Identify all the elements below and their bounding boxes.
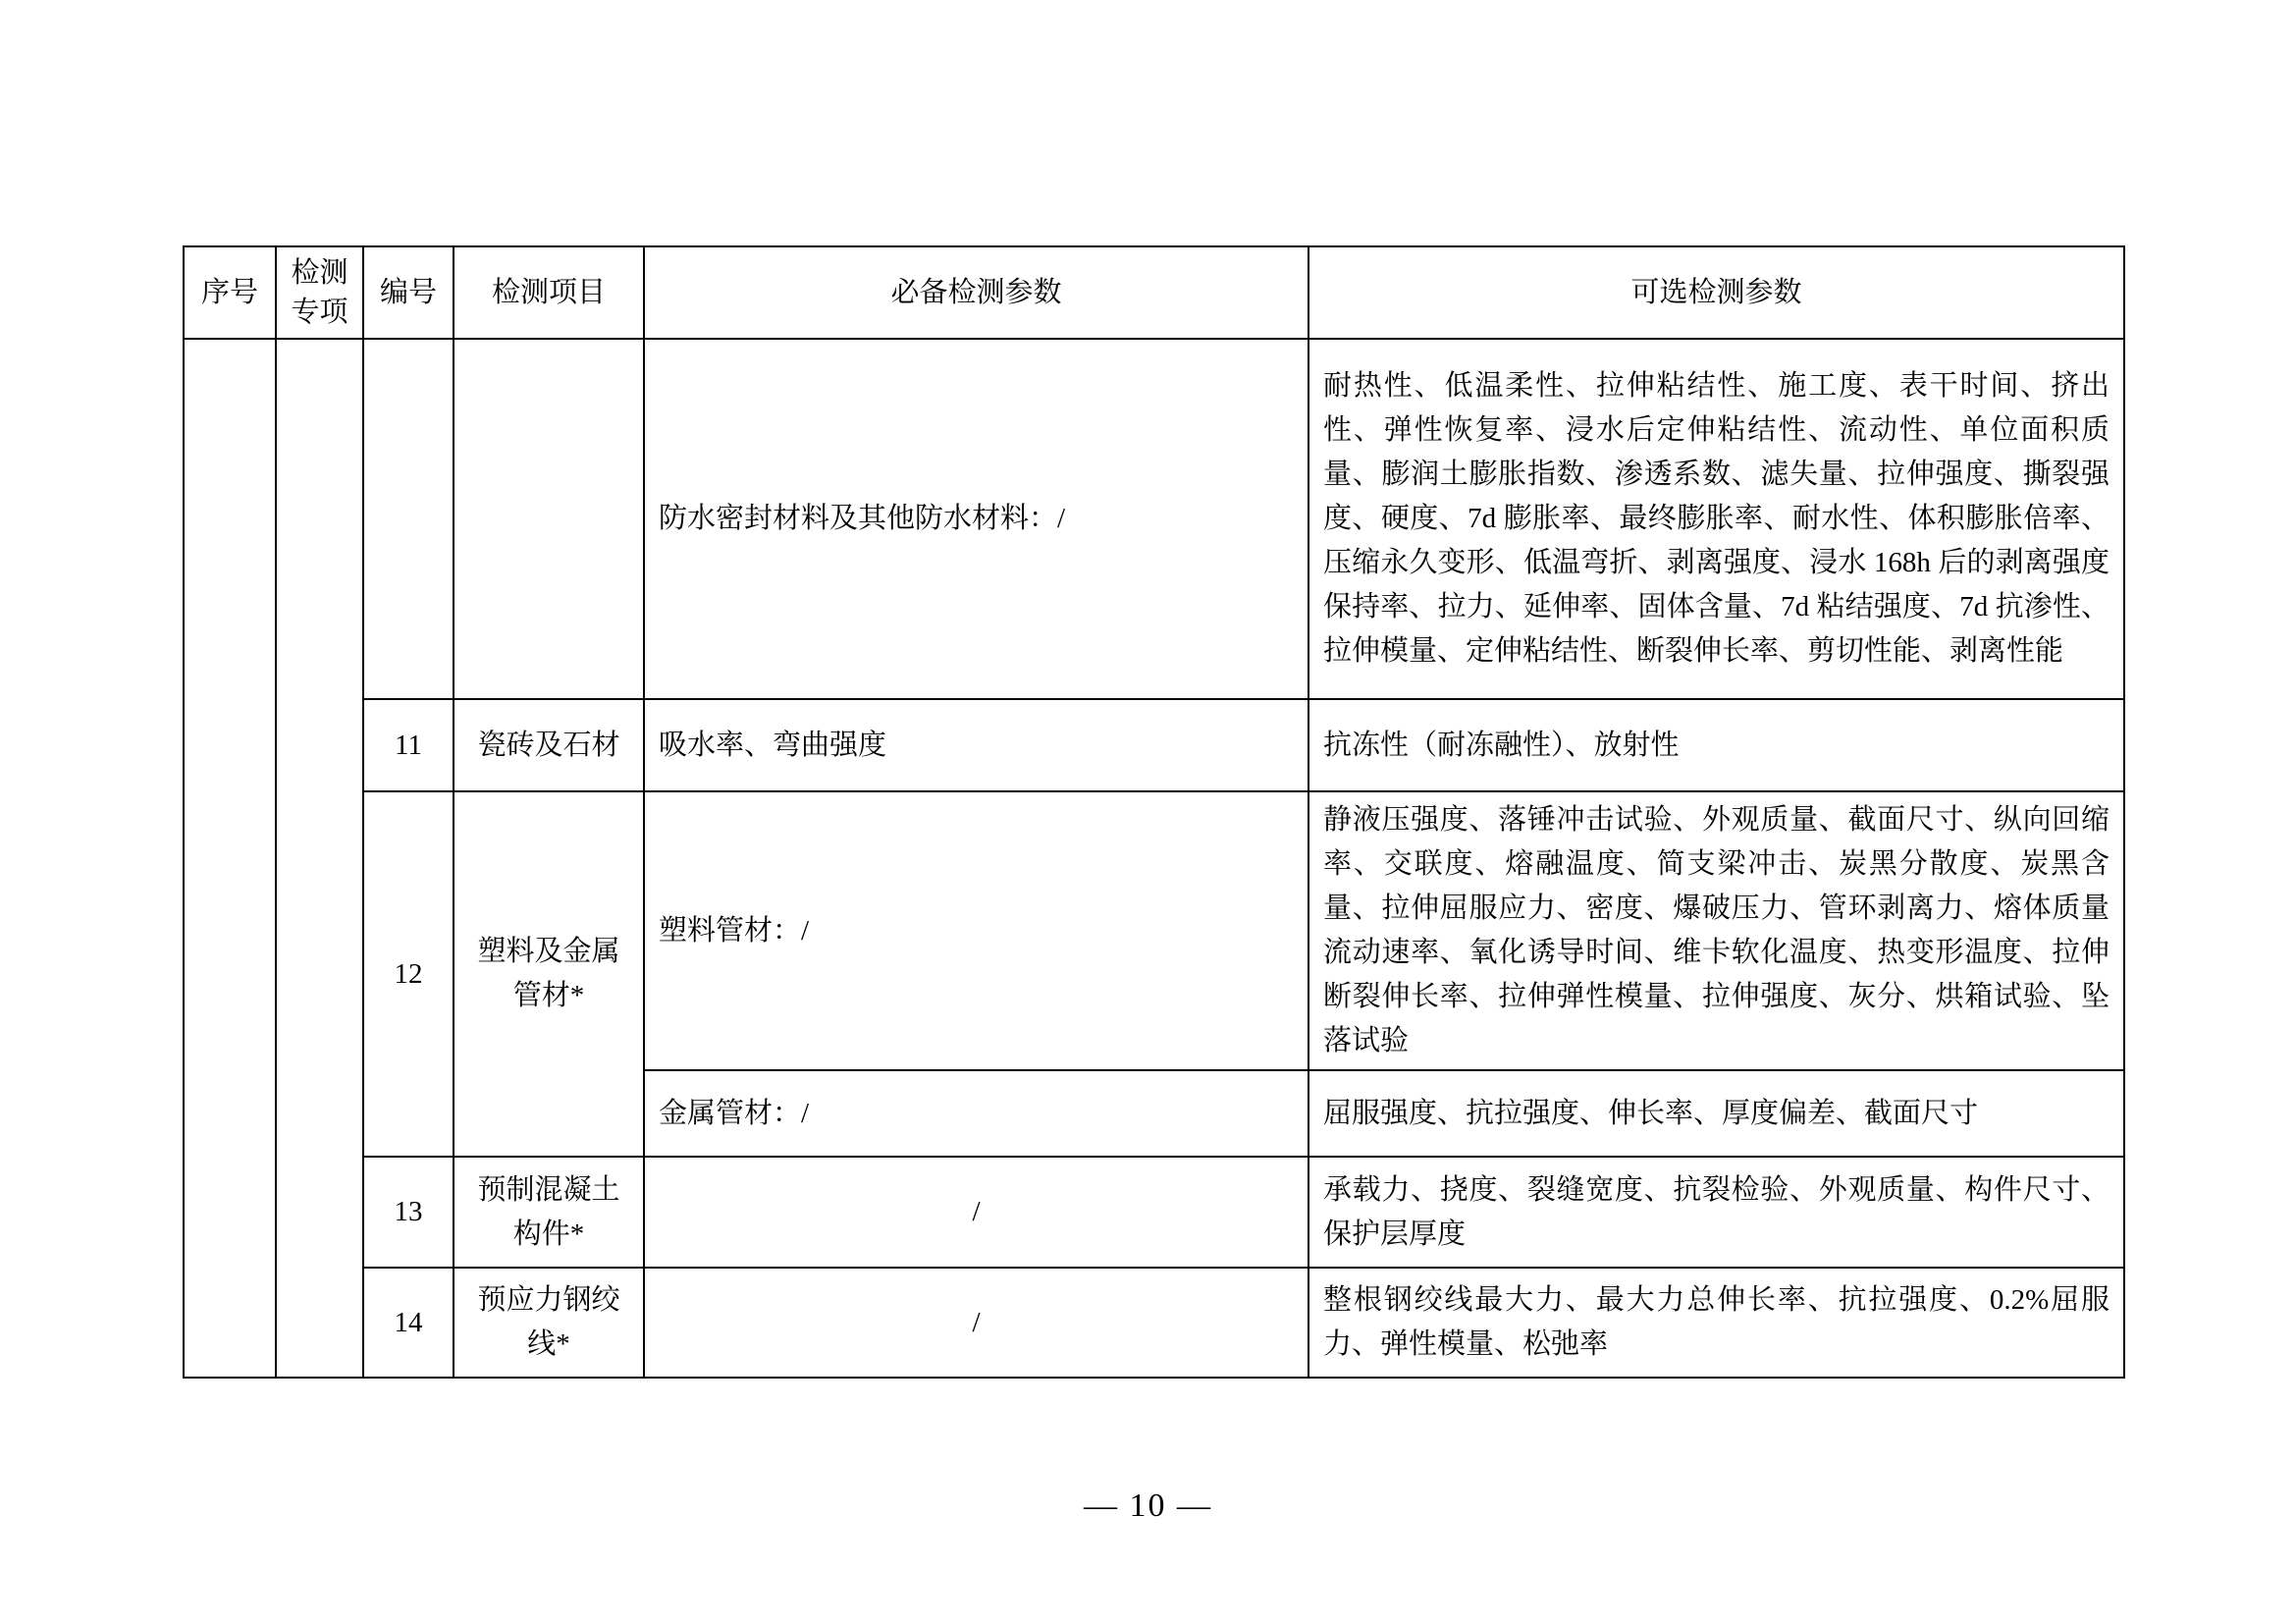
cell-required-params: 塑料管材：/ <box>644 791 1308 1070</box>
cell-number <box>363 339 454 699</box>
cell-number: 13 <box>363 1157 454 1268</box>
col-header-number: 编号 <box>363 246 454 339</box>
cell-optional-params: 屈服强度、抗拉强度、伸长率、厚度偏差、截面尺寸 <box>1308 1070 2124 1157</box>
col-header-serial: 序号 <box>184 246 276 339</box>
cell-optional-params: 抗冻性（耐冻融性）、放射性 <box>1308 699 2124 791</box>
table-header-row <box>184 246 2124 339</box>
table-row-13 <box>184 1157 2124 1268</box>
cell-number: 12 <box>363 791 454 1157</box>
col-header-required-params: 必备检测参数 <box>644 246 1308 339</box>
cell-item <box>454 339 644 699</box>
inspection-parameters-table <box>183 245 2125 1379</box>
cell-required-params: / <box>644 1157 1308 1268</box>
cell-item: 瓷砖及石材 <box>454 699 644 791</box>
cell-specialty-merged <box>276 339 363 1378</box>
cell-required-params: 金属管材：/ <box>644 1070 1308 1157</box>
cell-item: 预应力钢绞线* <box>454 1268 644 1378</box>
cell-required-params: / <box>644 1268 1308 1378</box>
cell-optional-params: 整根钢绞线最大力、最大力总伸长率、抗拉强度、0.2%屈服力、弹性模量、松弛率 <box>1308 1268 2124 1378</box>
cell-item: 塑料及金属管材* <box>454 791 644 1157</box>
cell-required-params: 防水密封材料及其他防水材料：/ <box>644 339 1308 699</box>
col-header-specialty: 检测专项 <box>276 246 363 339</box>
table-row-14 <box>184 1268 2124 1378</box>
cell-number: 14 <box>363 1268 454 1378</box>
cell-optional-params: 承载力、挠度、裂缝宽度、抗裂检验、外观质量、构件尺寸、保护层厚度 <box>1308 1157 2124 1268</box>
table-row-waterproof <box>184 339 2124 699</box>
table-row-12-plastic <box>184 791 2124 1070</box>
cell-item: 预制混凝土构件* <box>454 1157 644 1268</box>
cell-required-params: 吸水率、弯曲强度 <box>644 699 1308 791</box>
cell-optional-params: 耐热性、低温柔性、拉伸粘结性、施工度、表干时间、挤出性、弹性恢复率、浸水后定伸粘结性、流动性、单位面积质量、膨润土膨胀指数、渗透系数、滤失量、拉伸强度、撕裂强度、硬度、7d 膨胀率、最终膨胀率、耐水性、体积膨胀倍率、压缩永久变形、低温弯折、剥离强度、浸水 168h 后的剥离强度保持率、拉力、延伸率、固体含量、7d 粘结强度、7d 抗渗性、拉伸模量、定伸粘结性、断裂伸长率、剪切性能、剥离性能 <box>1308 339 2124 699</box>
col-header-item: 检测项目 <box>454 246 644 339</box>
table-row-11 <box>184 699 2124 791</box>
col-header-optional-params: 可选检测参数 <box>1308 246 2124 339</box>
cell-optional-params: 静液压强度、落锤冲击试验、外观质量、截面尺寸、纵向回缩率、交联度、熔融温度、简支梁冲击、炭黑分散度、炭黑含量、拉伸屈服应力、密度、爆破压力、管环剥离力、熔体质量流动速率、氧化诱导时间、维卡软化温度、热变形温度、拉伸断裂伸长率、拉伸弹性模量、拉伸强度、灰分、烘箱试验、坠落试验 <box>1308 791 2124 1070</box>
cell-serial-merged <box>184 339 276 1378</box>
cell-number: 11 <box>363 699 454 791</box>
page-number: — 10 — <box>1084 1488 1212 1524</box>
